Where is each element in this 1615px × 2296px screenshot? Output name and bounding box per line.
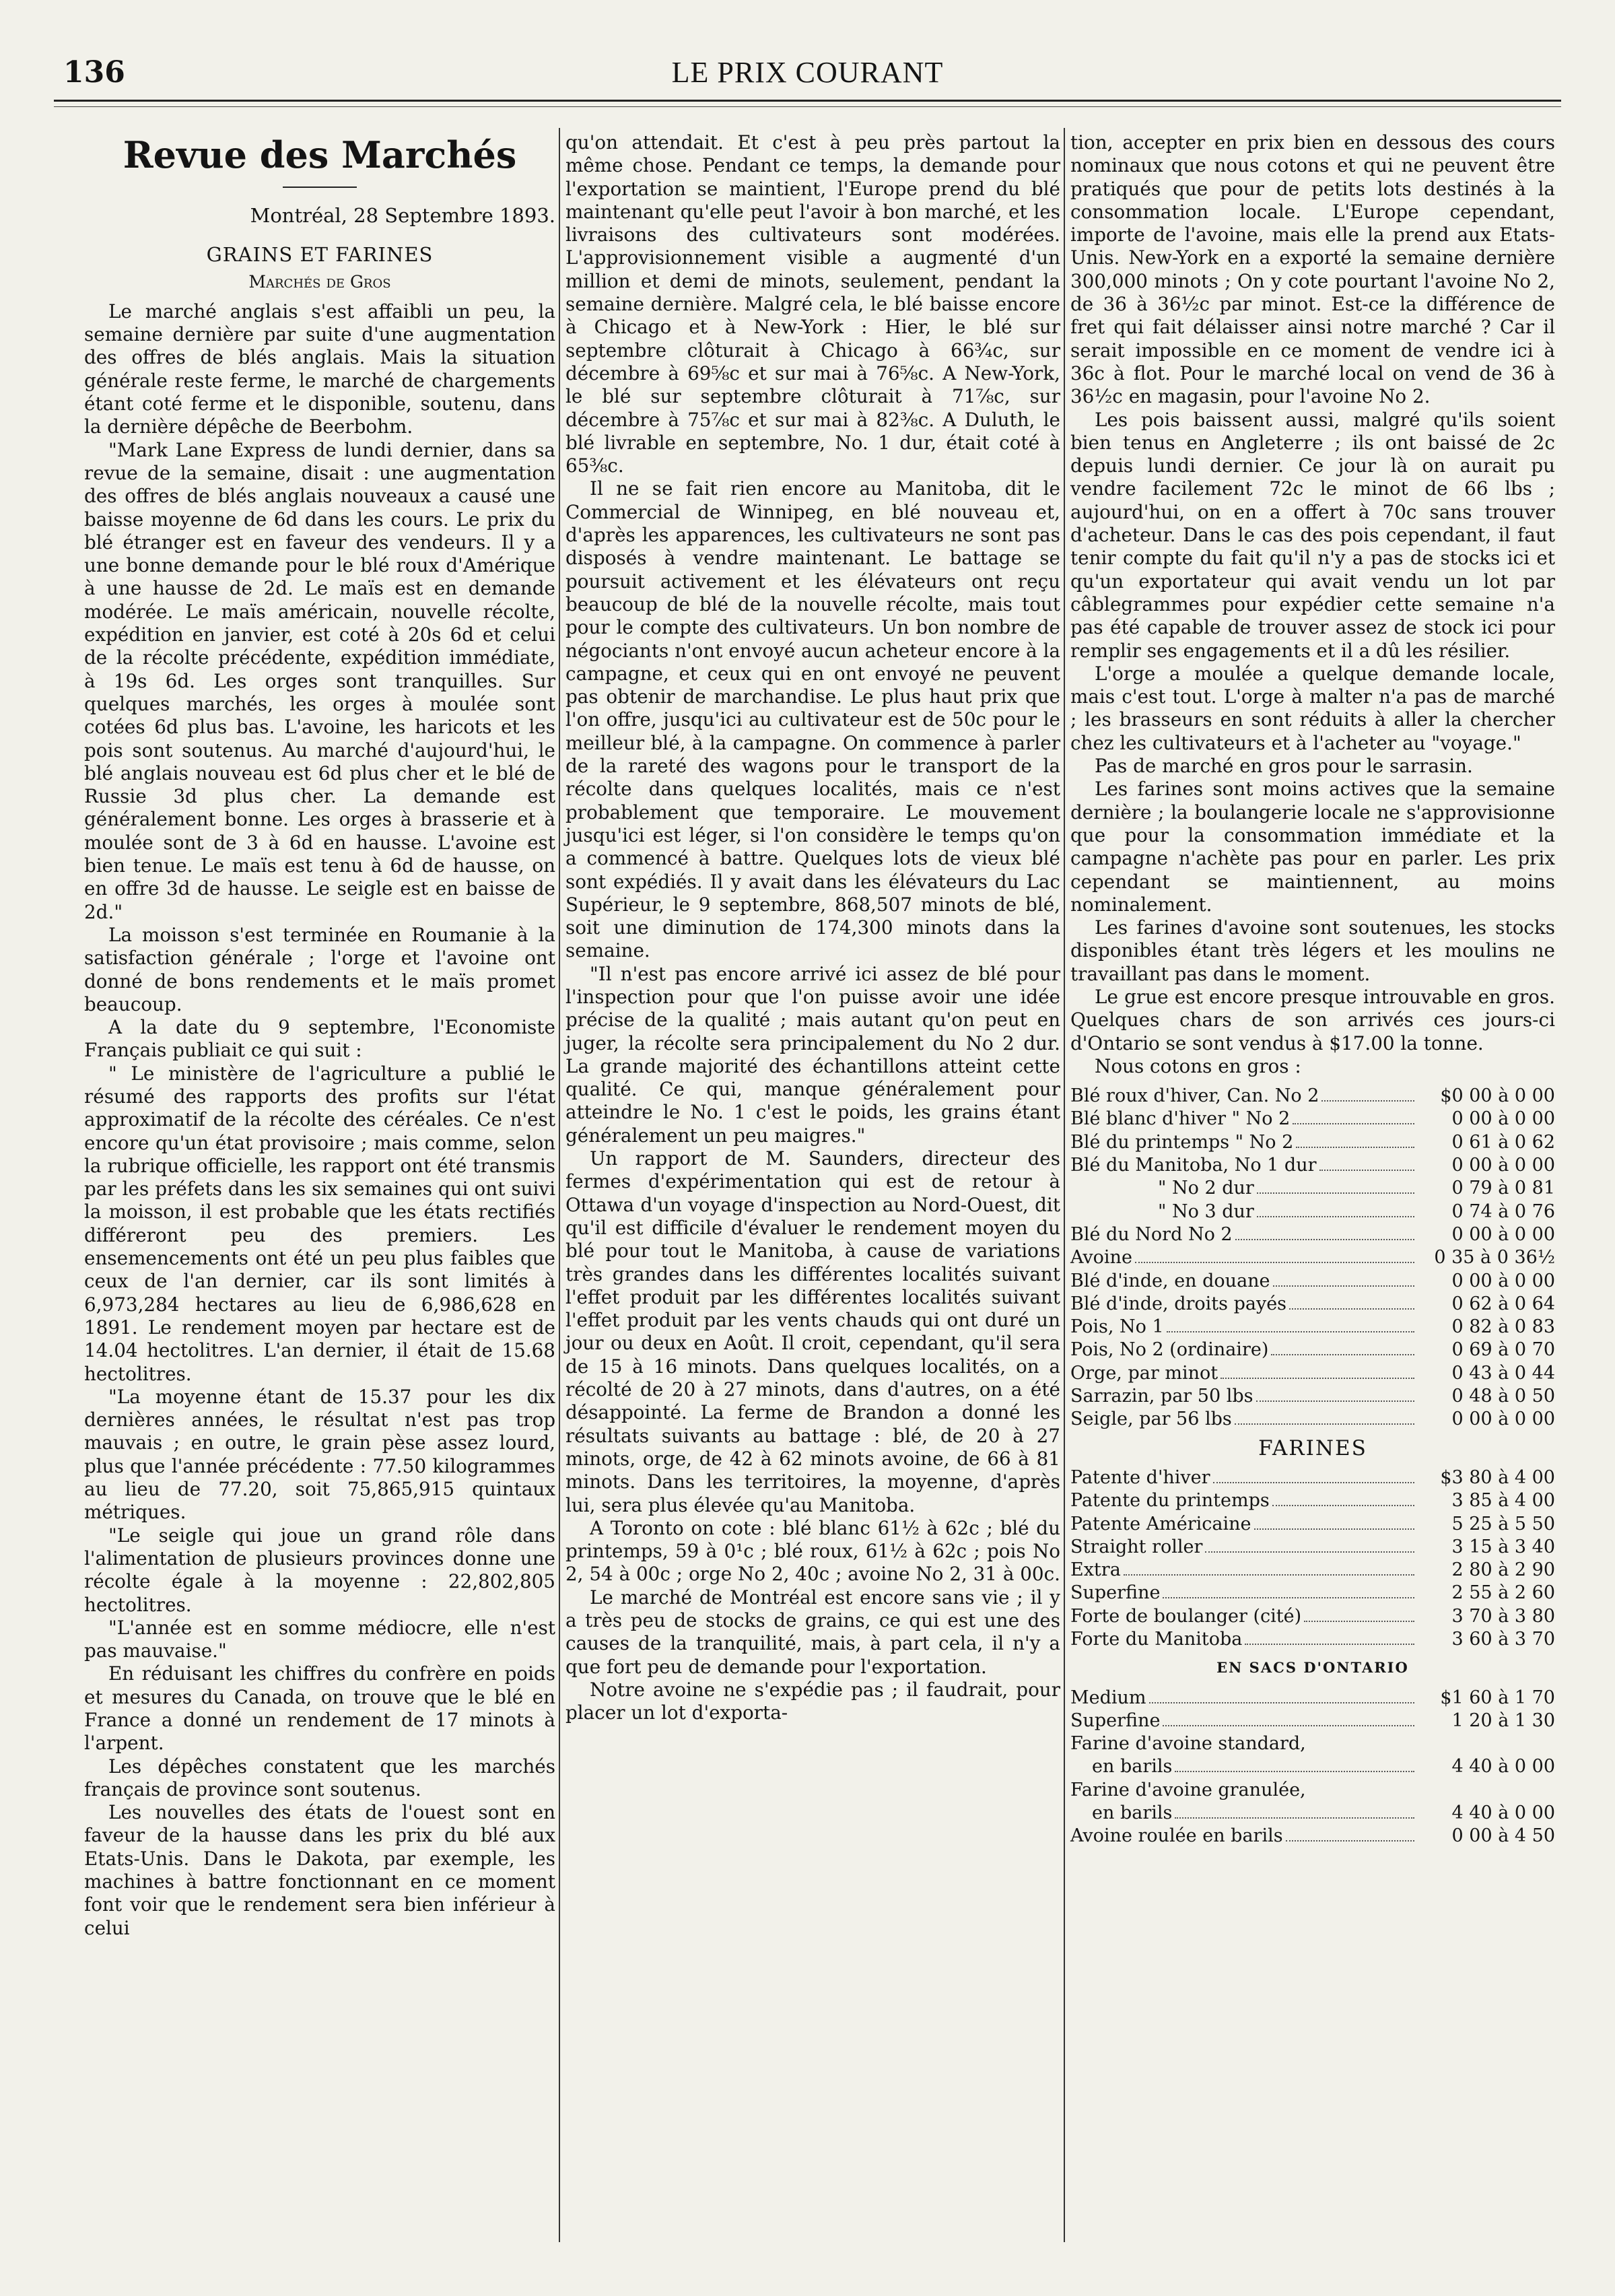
paragraph: A Toronto on cote : blé blanc 61½ à 62c ; blé du printemps, 59 à 0¹c ; blé roux, 61½ à 62c ; pois No 2, 54 à 00c ; orge No 2, 40c ; avoine No 2, 31 à 00c. — [565, 1516, 1061, 1586]
column-1 — [84, 131, 555, 1940]
price-value: 3 70 à 3 80 — [1451, 1605, 1555, 1627]
leader-dots — [1124, 1574, 1414, 1576]
price-label: Blé d'inde, droits payés — [1070, 1293, 1287, 1314]
price-row — [1070, 1339, 1555, 1361]
leader-dots — [1213, 1482, 1414, 1483]
leader-dots — [1163, 1597, 1414, 1598]
price-value: 0 00 à 0 00 — [1451, 1108, 1555, 1130]
price-row — [1070, 1362, 1555, 1385]
price-label: Blé roux d'hiver, Can. No 2 — [1070, 1085, 1319, 1107]
price-row — [1070, 1710, 1555, 1732]
price-label: Superfine — [1070, 1582, 1161, 1604]
leader-dots — [1149, 1702, 1414, 1703]
paragraph: Le marché anglais s'est affaibli un peu, la semaine dernière par suite d'une augmentation des offres de blés anglais. Mais la situation générale reste ferme, le marché de chargements étant coté ferme et le disponible, soutenu, dans la dernière dépêche de Beerbohm. — [84, 300, 555, 438]
leader-dots — [1135, 1262, 1414, 1263]
price-label: Extra — [1070, 1559, 1121, 1581]
price-label: Farine d'avoine granulée, — [1070, 1779, 1306, 1800]
leader-dots — [1256, 1400, 1414, 1402]
subsection-title: Marchés de Gros — [248, 271, 391, 292]
price-value: 1 20 à 1 30 — [1451, 1710, 1555, 1731]
price-label: Blé d'inde, en douane — [1070, 1270, 1270, 1291]
column-3 — [1070, 131, 1555, 1848]
price-row — [1070, 1246, 1555, 1269]
price-row — [1070, 1536, 1555, 1559]
price-label: " No 3 dur — [1158, 1201, 1254, 1222]
price-label: Sarrazin, par 50 lbs — [1070, 1386, 1253, 1407]
price-label: en barils — [1092, 1802, 1173, 1824]
column-rule — [1064, 128, 1065, 2242]
leader-dots — [1254, 1528, 1414, 1530]
paragraph: Notre avoine ne s'expédie pas ; il faudrait, pour placer un lot d'exporta- — [565, 1678, 1060, 1724]
price-row — [1070, 1628, 1555, 1651]
paragraph: Le marché de Montréal est encore sans vie ; il y a très peu de stocks de grains, ce qui est une des causes de la tranquilité, mais, à part cela, il n'y a que fort peu de demande pour l'exportation. — [565, 1586, 1060, 1678]
leader-dots — [1205, 1551, 1414, 1553]
price-value: 4 40 à 0 00 — [1451, 1802, 1555, 1824]
price-label: Straight roller — [1070, 1536, 1203, 1557]
leader-dots — [1273, 1285, 1414, 1287]
price-label: Farine d'avoine standard, — [1070, 1733, 1306, 1755]
price-row — [1070, 1270, 1555, 1293]
paragraph: "Mark Lane Express de lundi dernier, dans sa revue de la semaine, disait : une augmentation des offres de blés anglais nouveaux a causé une baisse moyenne de 6d dans les cours. Le prix du blé étranger est en faveur des vendeurs. Il y a une bonne demande pour le blé roux d'Amérique à une hausse de 2d. Le maïs est en demande modérée. Le maïs américain, nouvelle récolte, expédition en janvier, est coté à 20s 6d et celui de la récolte précédente, expédition immédiate, à 19s 6d. Les orges sont tranquilles. Sur quelques marchés, les orges à moulée sont cotées 6d plus bas. L'avoine, les haricots et les pois sont soutenus. Au marché d'aujourd'hui, le blé anglais nouveau est 6d plus cher et le blé de Russie 3d plus cher. La demande est généralement bonne. Les orges à brasserie et à moulée sont de 3 à 6d en hausse. L'avoine est bien tenue. Le maïs est tenu à 6d de hausse, on en offre 3d de hausse. Le seigle est en baisse de 2d." — [84, 438, 555, 923]
price-row — [1070, 1316, 1555, 1339]
price-value: 0 48 à 0 50 — [1451, 1386, 1555, 1407]
price-row — [1070, 1489, 1555, 1512]
price-row — [1070, 1802, 1555, 1825]
grain-price-list — [1070, 1085, 1555, 1431]
price-label: Pois, No 1 — [1070, 1316, 1164, 1338]
price-label: Blé blanc d'hiver " No 2 — [1070, 1108, 1291, 1130]
price-label: Medium — [1070, 1687, 1146, 1708]
leader-dots — [1257, 1216, 1414, 1217]
paragraph: L'orge a moulée a quelque demande locale, mais c'est tout. L'orge à malter n'a pas de marché ; les brasseurs en sont réduits à aller la chercher chez les cultivateurs et à l'acheter au "voyage." — [1070, 662, 1555, 754]
price-label: Blé du Manitoba, No 1 dur — [1070, 1155, 1317, 1176]
leader-dots — [1167, 1331, 1414, 1332]
price-row — [1070, 1177, 1555, 1200]
price-row — [1070, 1582, 1555, 1605]
price-row — [1070, 1466, 1555, 1489]
paragraph: Les nouvelles des états de l'ouest sont en faveur de la hausse dans les prix du blé aux Etats-Unis. Dans le Dakota, par exemple, les machines à battre fonctionnant en ce moment font voir que le rendement sera bien inférieur à celui — [84, 1801, 555, 1939]
paragraph: Les farines d'avoine sont soutenues, les stocks disponibles étant très légers et les moulins ne travaillant pas dans le moment. — [1070, 916, 1555, 985]
paragraph: Un rapport de M. Saunders, directeur des fermes d'expérimentation qui est de retour à Ottawa d'un voyage d'inspection au Nord-Ouest, dit qu'il est difficile d'évaluer le rendement moyen du blé pour tout le Manitoba, à cause de variations très grandes dans les différentes localités suivant l'effet produit par les différentes localités suivant l'effet produit par les vents chauds qui ont duré un jour ou deux en Août. Il croit, cependant, qu'il sera de 15 à 16 minots. Dans quelques localités, on a récolté de 20 à 27 minots, dans d'autres, on a été désappointé. La ferme de Brandon a donné les résultats suivants au battage : blé, de 20 à 27 minots, orge, de 42 à 62 minots avoine, de 66 à 81 minots. Dans les territoires, la moyenne, d'après lui, sera plus élevée qu'au Manitoba. — [565, 1147, 1060, 1516]
publication-title: LE PRIX COURANT — [671, 56, 944, 89]
price-label: Patente d'hiver — [1070, 1466, 1210, 1488]
leader-dots — [1272, 1505, 1414, 1506]
paragraph: En réduisant les chiffres du confrère en poids et mesures du Canada, on trouve que le blé en France a donné un rendement de 17 minots à l'arpent. — [84, 1662, 555, 1755]
price-value: 0 79 à 0 81 — [1451, 1178, 1555, 1199]
paragraph: Pas de marché en gros pour le sarrasin. — [1095, 755, 1473, 778]
column-rule — [559, 128, 560, 2242]
paragraph: " Le ministère de l'agriculture a publié le résumé des rapports des profits sur l'état approximatif de la récolte des céréales. Ce n'est encore qu'un état provisoire ; mais comme, selon la rubrique officielle, les rapport ont été transmis par les préfets dans les six semaines qui ont suivi la moisson, il est probable que les états rectifiés différeront peu des premiers. Les ensemencements ont été un peu plus faibles que ceux de l'an dernier, car ils sont limités à 6,973,284 hectares au lieu de 6,986,628 en 1891. Le rendement moyen par hectare est de 14.04 hectolitres. L'an dernier, il était de 15.68 hectolitres. — [84, 1062, 555, 1385]
paragraph: Les dépêches constatent que les marchés français de province sont soutenus. — [84, 1755, 555, 1800]
price-row — [1070, 1408, 1555, 1431]
price-value: 0 82 à 0 83 — [1451, 1316, 1555, 1338]
price-label: Patente Américaine — [1070, 1513, 1251, 1534]
price-label: " No 2 dur — [1158, 1178, 1254, 1199]
price-value: 4 40 à 0 00 — [1451, 1756, 1555, 1778]
price-label: Blé du Nord No 2 — [1070, 1223, 1233, 1245]
price-value: 0 62 à 0 64 — [1451, 1293, 1555, 1314]
price-value: 3 15 à 3 40 — [1451, 1536, 1555, 1557]
leader-dots — [1289, 1308, 1414, 1310]
price-value: $0 00 à 0 00 — [1440, 1085, 1555, 1107]
leader-dots — [1175, 1771, 1414, 1772]
header-rule-thin — [54, 106, 1561, 107]
page-number: 136 — [63, 55, 125, 90]
price-label: Pois, No 2 (ordinaire) — [1070, 1339, 1269, 1361]
farines-price-list — [1070, 1466, 1555, 1651]
price-row — [1070, 1605, 1555, 1628]
paragraph: A la date du 9 septembre, l'Economiste Français publiait ce qui suit : — [84, 1016, 555, 1062]
leader-dots — [1319, 1170, 1414, 1171]
article-headline: Revue des Marchés — [123, 133, 517, 176]
leader-dots — [1221, 1378, 1414, 1379]
leader-dots — [1293, 1123, 1414, 1124]
sacs-title: EN SACS D'ONTARIO — [1216, 1659, 1409, 1677]
price-row — [1070, 1223, 1555, 1246]
dateline: Montréal, 28 Septembre 1893. — [250, 204, 555, 227]
paragraph: tion, accepter en prix bien en dessous des cours nominaux que nous cotons et qui ne peuvent être pratiqués que pour de petits lots destinés à la consommation locale. L'Europe cependant, importe de l'avoine, mais elle la prend aux Etats-Unis. New-York en a exporté la semaine dernière 300,000 minots ; On y cote pourtant l'avoine No 2, de 36 à 36½c par minot. Est-ce la différence de fret qui fait délaisser ainsi notre marché ? Car il serait impossible en ce moment de vendre ici à 36c à flot. Pour le marché local on vend de 36 à 36½c en magasin, pour l'avoine No 2. — [1070, 131, 1555, 408]
leader-dots — [1163, 1725, 1414, 1726]
price-row — [1070, 1085, 1555, 1108]
paragraph: "L'année est en somme médiocre, elle n'est pas mauvaise." — [84, 1616, 555, 1662]
column-2 — [565, 131, 1060, 1724]
price-label: Blé du printemps " No 2 — [1070, 1131, 1294, 1153]
price-row — [1070, 1108, 1555, 1130]
farines-title: FARINES — [1258, 1436, 1367, 1460]
section-title: GRAINS ET FARINES — [206, 243, 434, 267]
price-row — [1070, 1201, 1555, 1223]
price-label: Avoine roulée en barils — [1070, 1825, 1283, 1847]
leader-dots — [1245, 1644, 1414, 1645]
paragraph: Il ne se fait rien encore au Manitoba, dit le Commercial de Winnipeg, en blé nouveau et, d'après les apparences, les cultivateurs ne sont pas disposés à vendre maintenant. Le battage se poursuit activement et les élévateurs ont reçu beaucoup de blé de la nouvelle récolte, mais tout pour le compte des cultivateurs. Un bon nombre de négociants n'ont envoyé aucun acheteur encore à la campagne, et ceux qui en ont envoyé ne peuvent pas obtenir de marchandise. Le plus haut prix que l'on offre, jusqu'ici au cultivateur est de 50c pour le meilleur blé, à la campagne. On commence à parler de la rareté des wagons pour le transport de la récolte dans quelques localités, mais ce n'est probablement que temporaire. Le mouvement jusqu'ici est léger, si l'on considère le temps qu'on a commencé à battre. Quelques lots de vieux blé sont expédiés. Il y avait dans les élévateurs du Lac Supérieur, le 9 septembre, 868,507 minots de blé, soit une diminution de 174,300 minots dans la semaine. — [565, 477, 1060, 962]
price-row — [1070, 1825, 1555, 1848]
price-value: 0 35 à 0 36½ — [1434, 1247, 1555, 1269]
price-intro: Nous cotons en gros : — [1095, 1054, 1301, 1077]
leader-dots — [1257, 1192, 1414, 1194]
price-label: Patente du printemps — [1070, 1490, 1270, 1512]
price-value: 0 69 à 0 70 — [1451, 1339, 1555, 1361]
price-value: $1 60 à 1 70 — [1440, 1687, 1555, 1708]
leader-dots — [1235, 1423, 1414, 1425]
price-label: en barils — [1092, 1756, 1173, 1778]
leader-dots — [1296, 1147, 1414, 1148]
price-row — [1070, 1687, 1555, 1710]
leader-dots — [1175, 1817, 1414, 1819]
price-value: 0 74 à 0 76 — [1451, 1201, 1555, 1222]
price-value: 3 85 à 4 00 — [1451, 1490, 1555, 1512]
leader-dots — [1304, 1621, 1414, 1622]
header-rule — [54, 100, 1561, 102]
price-value: 0 00 à 0 00 — [1451, 1223, 1555, 1245]
price-row — [1070, 1559, 1555, 1582]
price-value: 2 80 à 2 90 — [1451, 1559, 1555, 1581]
price-label: Seigle, par 56 lbs — [1070, 1409, 1232, 1430]
price-row — [1070, 1131, 1555, 1154]
paragraph: "Le seigle qui joue un grand rôle dans l'alimentation de plusieurs provinces donne une récolte égale à la moyenne : 22,802,805 hectolitres. — [84, 1524, 555, 1616]
leader-dots — [1321, 1100, 1414, 1102]
price-value: 3 60 à 3 70 — [1451, 1629, 1555, 1650]
paragraph: Les pois baissent aussi, malgré qu'ils soient bien tenus en Angleterre ; ils ont baissé de 2c depuis lundi dernier. Ce jour là on aurait pu vendre facilement 72c le minot de 66 lbs ; aujourd'hui, on en a offert à 70c sans trouver d'acheteur. Dans le cas des pois cependant, il faut tenir compte du fait qu'il n'y a pas de stocks ici et qu'un exportateur qui avait vendu un lot par câblegrammes pour expédier cette semaine n'a pas été capable de trouver assez de stock ici pour remplir ses engagements et il a dû les résilier. — [1070, 408, 1555, 662]
price-label: Orge, par minot — [1070, 1362, 1218, 1384]
sacs-price-list — [1070, 1687, 1555, 1848]
page-header — [54, 53, 1561, 93]
leader-dots — [1235, 1239, 1414, 1240]
price-row — [1070, 1513, 1555, 1536]
price-label: Forte de boulanger (cité) — [1070, 1605, 1302, 1627]
paragraph: qu'on attendait. Et c'est à peu près partout la même chose. Pendant ce temps, la demande pour l'exportation se maintient, l'Europe prend du blé maintenant qu'elle peut l'avoir à bon marché, et les livraisons des cultivateurs sont modérées. L'approvisionnement visible a augmenté d'un million et demi de minots, seulement, pendant la semaine dernière. Malgré cela, le blé baisse encore à Chicago et à New-York : Hier, le blé sur septembre clôturait à Chicago à 66¾c, sur décembre à 69⅝c et sur mai à 76⅝c. A New-York, le blé sur septembre clôturait à 71⅞c, sur décembre à 75⅞c et sur mai à 82⅜c. A Duluth, le blé livrable en septembre, No. 1 dur, était coté à 65⅜c. — [565, 131, 1060, 477]
price-row — [1070, 1385, 1555, 1408]
price-row — [1070, 1779, 1555, 1802]
price-row — [1070, 1293, 1555, 1316]
separator-dash — [283, 187, 357, 188]
paragraph: Le grue est encore presque introuvable en gros. Quelques chars de son arrivés ces jours-ci d'Ontario se sont vendus à $17.00 la tonne. — [1070, 985, 1555, 1054]
price-label: Superfine — [1070, 1710, 1161, 1731]
price-value: 2 55 à 2 60 — [1451, 1582, 1555, 1604]
price-row — [1070, 1755, 1555, 1778]
paragraph: "Il n'est pas encore arrivé ici assez de blé pour l'inspection pour que l'on puisse avoir une idée précise de la qualité ; mais autant qu'on peut en juger, la récolte sera principalement du No 2 dur. La grande majorité des échantillons atteint cette qualité. Ce qui, manque généralement pour atteindre le No. 1 c'est le poids, les grains étant généralement un peu maigres." — [565, 962, 1060, 1147]
price-value: 0 00 à 4 50 — [1451, 1825, 1555, 1847]
price-value: 5 25 à 5 50 — [1451, 1513, 1555, 1534]
price-value: $3 80 à 4 00 — [1440, 1466, 1555, 1488]
leader-dots — [1286, 1840, 1414, 1842]
paragraph: Les farines sont moins actives que la semaine dernière ; la boulangerie locale ne s'approvisionne que pour la consommation immédiate et la campagne n'achète pas pour en parler. Les prix cependant se maintiennent, au moins nominalement. — [1070, 778, 1555, 916]
spacer — [1070, 1078, 1555, 1085]
price-value: 0 00 à 0 00 — [1451, 1270, 1555, 1291]
paragraph: La moisson s'est terminée en Roumanie à la satisfaction générale ; l'orge et l'avoine ont donné de bons rendements et le maïs promet beaucoup. — [84, 923, 555, 1015]
price-value: 0 00 à 0 00 — [1451, 1155, 1555, 1176]
paragraph: "La moyenne étant de 15.37 pour les dix dernières années, le résultat n'est pas trop mauvais ; en outre, le grain pèse assez lourd, plus que l'année précédente : 77.50 kilogrammes au lieu de 77.20, soit 75,865,915 quintaux métriques. — [84, 1385, 555, 1524]
leader-dots — [1271, 1354, 1414, 1355]
price-value: 0 43 à 0 44 — [1451, 1362, 1555, 1384]
price-row — [1070, 1732, 1555, 1755]
price-label: Forte du Manitoba — [1070, 1629, 1243, 1650]
price-value: 0 61 à 0 62 — [1451, 1131, 1555, 1153]
price-label: Avoine — [1070, 1247, 1132, 1269]
price-row — [1070, 1154, 1555, 1177]
price-value: 0 00 à 0 00 — [1451, 1409, 1555, 1430]
